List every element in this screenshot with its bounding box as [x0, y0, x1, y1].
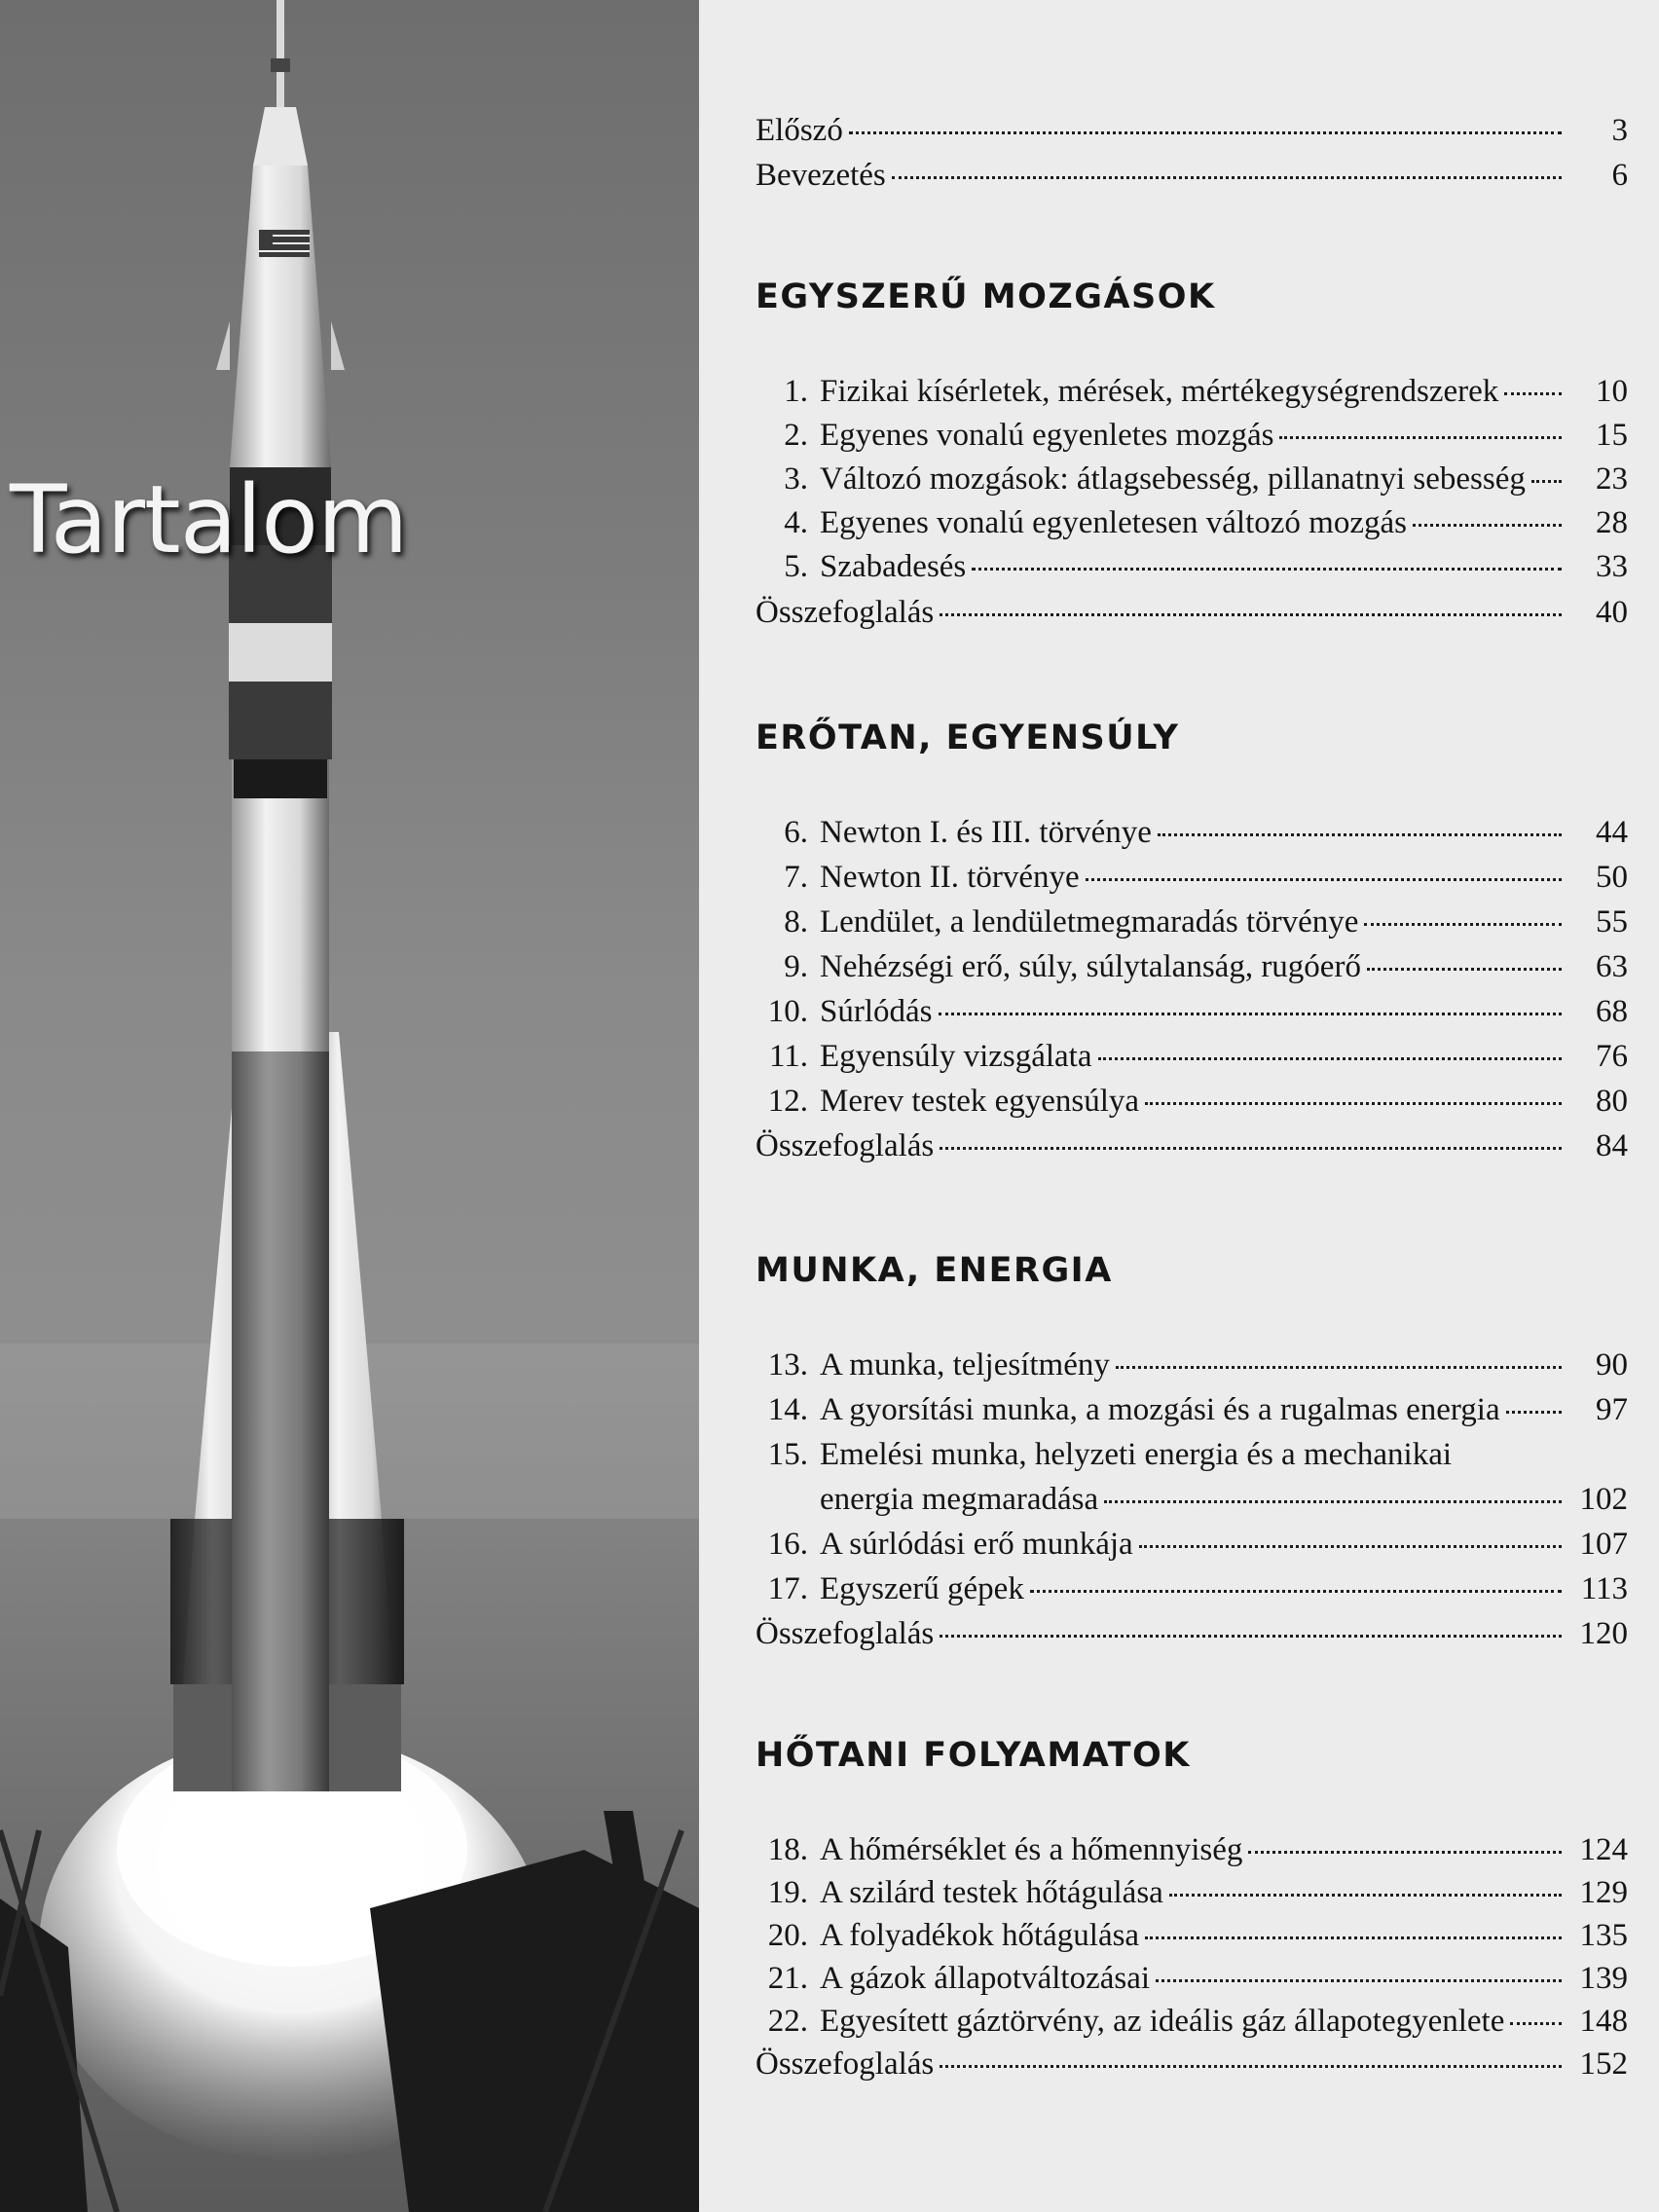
- toc-entry-page: 40: [1596, 595, 1628, 630]
- toc-entry[interactable]: [756, 501, 1628, 544]
- chapter-number: 20.: [767, 1918, 808, 1953]
- chapter-number: 21.: [767, 1961, 808, 1996]
- toc-entry-page: 135: [1579, 1918, 1628, 1953]
- toc-entry-title: Összefoglalás: [756, 595, 935, 630]
- dot-leader: [1248, 1851, 1562, 1854]
- toc-entry[interactable]: [756, 414, 1628, 457]
- table-of-contents: [699, 0, 1659, 2212]
- chapter-number: 9.: [784, 949, 808, 984]
- toc-entry-page: 113: [1580, 1571, 1628, 1606]
- toc-entry-title: A súrlódási erő munkája: [820, 1527, 1133, 1562]
- toc-entry-title: Newton II. törvénye: [820, 860, 1080, 895]
- dot-leader: [1158, 833, 1562, 836]
- chapter-number: 10.: [767, 994, 808, 1029]
- toc-entry-page: 124: [1579, 1832, 1628, 1867]
- chapter-number: 7.: [784, 860, 808, 895]
- toc-entry[interactable]: [756, 458, 1628, 500]
- toc-entry[interactable]: [756, 2000, 1628, 2043]
- chapter-number: 14.: [767, 1392, 808, 1427]
- dot-leader: [1145, 1936, 1562, 1939]
- chapter-number: 5.: [784, 549, 808, 584]
- toc-entry-page: 44: [1596, 815, 1628, 850]
- toc-entry-page: 50: [1596, 860, 1628, 895]
- toc-entry-page: 15: [1596, 418, 1628, 453]
- dot-leader: [972, 568, 1562, 571]
- toc-entry-title: Egyensúly vizsgálata: [820, 1039, 1092, 1074]
- dot-leader: [1279, 436, 1562, 439]
- dot-leader: [1364, 923, 1562, 926]
- toc-entry[interactable]: [756, 1344, 1628, 1386]
- toc-entry-page: 80: [1596, 1084, 1628, 1119]
- section-heading: ERŐTAN, EGYENSÚLY: [756, 719, 1180, 757]
- toc-entry-foreword[interactable]: [756, 109, 1628, 152]
- toc-entry-page: 68: [1596, 994, 1628, 1029]
- toc-entry-page: 23: [1596, 461, 1628, 497]
- toc-entry-title: Összefoglalás: [756, 1128, 935, 1163]
- toc-entry[interactable]: [756, 1523, 1628, 1566]
- dot-leader: [939, 1013, 1563, 1015]
- dot-leader: [849, 131, 1562, 134]
- dot-leader: [1145, 1102, 1562, 1105]
- chapter-number: 6.: [784, 815, 808, 850]
- toc-entry[interactable]: [756, 856, 1628, 899]
- toc-entry-page: 139: [1579, 1961, 1628, 1996]
- toc-entry[interactable]: [756, 990, 1628, 1033]
- dot-leader: [940, 1147, 1562, 1150]
- toc-entry[interactable]: [756, 545, 1628, 588]
- rocket-illustration: [0, 0, 699, 2212]
- toc-entry[interactable]: [756, 370, 1628, 413]
- dot-leader: [1098, 1057, 1562, 1060]
- toc-entry[interactable]: [756, 1567, 1628, 1610]
- toc-entry-title-continuation: energia megmaradása: [820, 1482, 1099, 1517]
- dot-leader: [1139, 1545, 1562, 1548]
- toc-entry[interactable]: [756, 1388, 1628, 1431]
- page-title: Tartalom: [10, 465, 408, 574]
- toc-entry-page: 84: [1596, 1128, 1628, 1163]
- toc-entry-page: 55: [1596, 904, 1628, 940]
- toc-entry-introduction[interactable]: [756, 154, 1628, 197]
- section-heading: EGYSZERŰ MOZGÁSOK: [756, 277, 1216, 316]
- toc-entry[interactable]: [756, 1914, 1628, 1957]
- chapter-number: 13.: [767, 1347, 808, 1382]
- dot-leader: [1504, 392, 1562, 395]
- toc-entry[interactable]: [756, 1433, 1628, 1476]
- toc-entry-title: Összefoglalás: [756, 2046, 935, 2082]
- toc-entry-title: A hőmérséklet és a hőmennyiség: [820, 1832, 1243, 1867]
- chapter-number: 11.: [768, 1039, 808, 1074]
- chapter-number: 2.: [784, 418, 808, 453]
- toc-entry-title: Szabadesés: [820, 549, 967, 584]
- toc-entry-page: 107: [1579, 1527, 1628, 1562]
- toc-entry-title: Egyesített gáztörvény, az ideális gáz állapotegyenlete: [820, 2004, 1505, 2039]
- section-heading: MUNKA, ENERGIA: [756, 1251, 1113, 1290]
- dot-leader: [1413, 524, 1562, 527]
- toc-entry-page: 120: [1579, 1616, 1628, 1651]
- chapter-number: 4.: [784, 505, 808, 540]
- toc-entry-page: 6: [1611, 158, 1628, 193]
- toc-entry-title: A szilárd testek hőtágulása: [820, 1875, 1163, 1910]
- dot-leader: [1531, 480, 1562, 483]
- toc-entry-page: 129: [1579, 1875, 1628, 1910]
- toc-entry-summary[interactable]: [756, 1612, 1628, 1655]
- toc-entry[interactable]: [756, 1871, 1628, 1914]
- toc-entry-page: 63: [1596, 949, 1628, 984]
- chapter-number: 22.: [767, 2004, 808, 2039]
- toc-entry[interactable]: [756, 1035, 1628, 1078]
- toc-entry-page: 90: [1596, 1347, 1628, 1382]
- toc-entry-title: A gyorsítási munka, a mozgási és a rugalmas energia: [820, 1392, 1500, 1427]
- dot-leader: [892, 176, 1562, 179]
- toc-entry-continuation[interactable]: [756, 1478, 1628, 1521]
- toc-entry-title: Nehézségi erő, súly, súlytalanság, rugóerő: [820, 949, 1361, 984]
- chapter-number: 18.: [767, 1832, 808, 1867]
- toc-entry[interactable]: [756, 901, 1628, 943]
- toc-entry-page: 102: [1579, 1482, 1628, 1517]
- chapter-number: 3.: [784, 461, 808, 497]
- toc-entry-page: 3: [1611, 113, 1628, 148]
- toc-entry-title: Fizikai kísérletek, mérések, mértékegységrendszerek: [820, 374, 1499, 409]
- toc-entry-page: 152: [1579, 2046, 1628, 2082]
- toc-entry-page: 148: [1579, 2004, 1628, 2039]
- toc-entry-page: 10: [1596, 374, 1628, 409]
- toc-entry-title: Merev testek egyensúlya: [820, 1084, 1140, 1119]
- toc-entry-title: Newton I. és III. törvénye: [820, 815, 1152, 850]
- toc-entry-page: 97: [1596, 1392, 1628, 1427]
- toc-entry-title: A folyadékok hőtágulása: [820, 1918, 1140, 1953]
- toc-entry-title: A munka, teljesítmény: [820, 1347, 1110, 1382]
- dot-leader: [1510, 2022, 1562, 2025]
- chapter-number: 8.: [784, 904, 808, 940]
- toc-entry-title: Lendület, a lendületmegmaradás törvénye: [820, 904, 1359, 940]
- chapter-number: 17.: [767, 1571, 808, 1606]
- dot-leader: [1169, 1894, 1562, 1897]
- toc-entry-summary[interactable]: [756, 1124, 1628, 1167]
- dot-leader: [1104, 1500, 1562, 1503]
- toc-entry-title: Előszó: [756, 113, 843, 148]
- chapter-number: 12.: [767, 1084, 808, 1119]
- toc-entry[interactable]: [756, 945, 1628, 988]
- dot-leader: [1156, 1979, 1562, 1982]
- dot-leader: [1116, 1366, 1562, 1369]
- toc-entry-title: Változó mozgások: átlagsebesség, pillanatnyi sebesség: [820, 461, 1526, 497]
- toc-entry-page: 33: [1596, 549, 1628, 584]
- toc-entry[interactable]: [756, 1080, 1628, 1123]
- toc-entry-title: Összefoglalás: [756, 1616, 935, 1651]
- toc-entry[interactable]: [756, 1828, 1628, 1871]
- toc-entry[interactable]: [756, 1957, 1628, 2000]
- section-heading: HŐTANI FOLYAMATOK: [756, 1736, 1191, 1775]
- toc-entry-title: Súrlódás: [820, 994, 933, 1029]
- toc-entry-page: 76: [1596, 1039, 1628, 1074]
- toc-entry-title: A gázok állapotváltozásai: [820, 1961, 1151, 1996]
- dot-leader: [940, 613, 1562, 616]
- chapter-number: 19.: [767, 1875, 808, 1910]
- toc-entry-title: Bevezetés: [756, 158, 886, 193]
- dot-leader: [940, 1635, 1562, 1638]
- chapter-number: 1.: [784, 374, 808, 409]
- toc-entry-summary[interactable]: [756, 591, 1628, 634]
- toc-entry-title: Emelési munka, helyzeti energia és a mechanikai: [820, 1437, 1453, 1472]
- toc-entry-title: Egyenes vonalú egyenletesen változó mozgás: [820, 505, 1407, 540]
- dot-leader: [1367, 968, 1562, 971]
- dot-leader: [1030, 1590, 1562, 1593]
- dot-leader: [1086, 878, 1562, 881]
- chapter-number: 16.: [767, 1527, 808, 1562]
- rocket-launch-photo: [0, 0, 699, 2212]
- toc-entry-summary[interactable]: [756, 2043, 1628, 2085]
- toc-entry-title: Egyszerű gépek: [820, 1571, 1024, 1606]
- toc-entry-page: 28: [1596, 505, 1628, 540]
- chapter-number: 15.: [767, 1437, 808, 1472]
- dot-leader: [1506, 1411, 1562, 1414]
- toc-entry[interactable]: [756, 811, 1628, 854]
- toc-entry-title: Egyenes vonalú egyenletes mozgás: [820, 418, 1274, 453]
- dot-leader: [940, 2065, 1562, 2068]
